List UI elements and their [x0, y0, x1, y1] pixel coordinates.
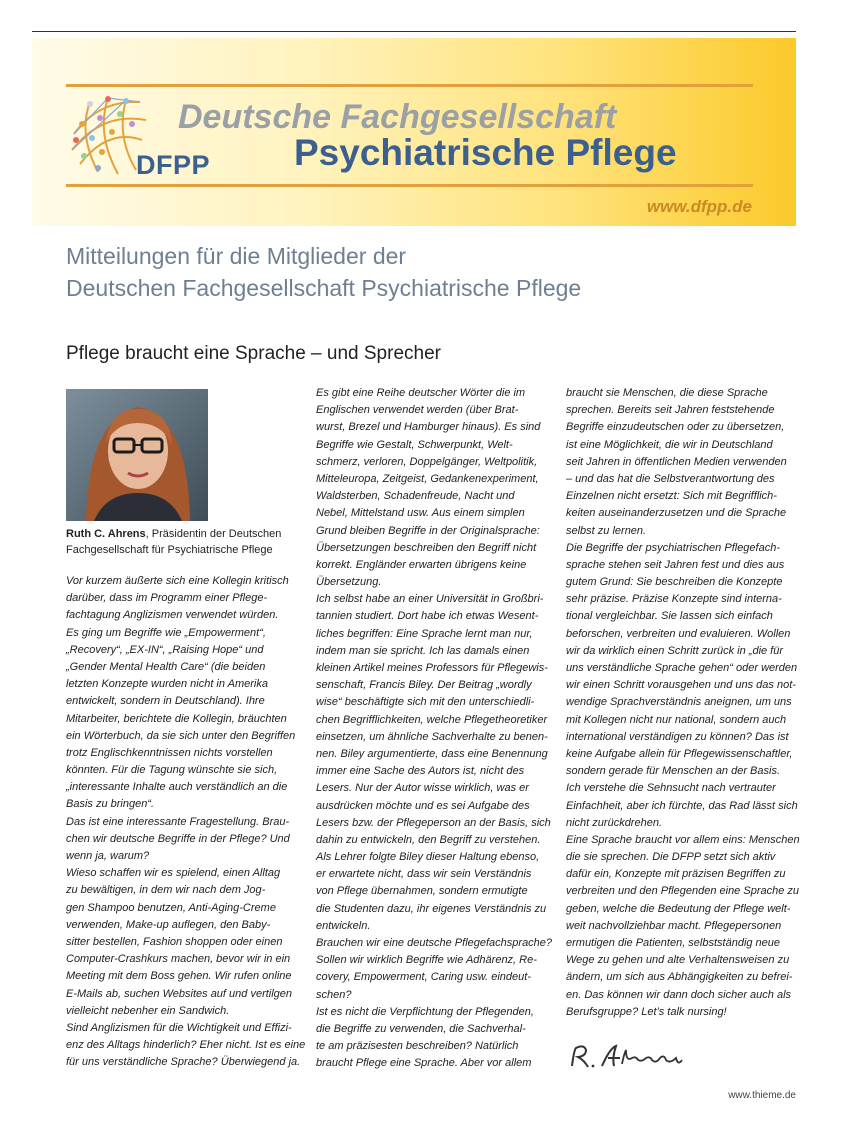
banner-rule-top: [66, 84, 753, 87]
paragraph-line: ein Wörterbuch, da sie sich unter den Begriffen: [66, 729, 296, 742]
paragraph-line: en. Das können wir dann doch sicher auch als: [566, 988, 792, 1001]
organization-name-line1: Deutsche Fachgesellschaft: [178, 98, 617, 136]
paragraph-line: schmerz, verloren, Doppelgänger, Weltpolitik,: [316, 455, 538, 468]
paragraph-line: seit Jahren in öffentlichen Medien verwenden: [566, 455, 787, 468]
paragraph-line: verwenden, Make-up auflegen, den Baby-: [66, 918, 271, 931]
paragraph-line: Mitarbeiter, berichtete die Kollegin, bräuchten: [66, 712, 287, 725]
paragraph-line: Als Lehrer folgte Biley dieser Haltung ebenso,: [316, 851, 540, 864]
paragraph-line: Sollen wir wirklich Begriffe wie Adhärenz, Re-: [316, 954, 537, 967]
paragraph-line: Nebel, Mittelstand usw. Aus einem simplen: [316, 507, 525, 520]
paragraph-line: kleinen Artikel meines Professors für Pflegewis-: [316, 662, 548, 674]
paragraph-line: Es ging um Begriffe wie „Empowerment“,: [66, 626, 266, 639]
paragraph-line: Das ist eine interessante Fragestellung. Brau-: [66, 815, 290, 828]
caption-role-part2: Fachgesellschaft für Psychiatrische Pflege: [66, 544, 273, 556]
paragraph-line: keine Aufgabe allein für Pflegewissenschaftler,: [566, 747, 793, 760]
article-title: Pflege braucht eine Sprache – und Sprecher: [66, 343, 441, 364]
paragraph-line: international verständigen zu können? Das ist: [566, 730, 789, 743]
logo-dfpp-text: DFPP: [136, 150, 211, 180]
top-rule: [32, 31, 796, 32]
paragraph-line: Übersetzungen beschreiben den Begriff nicht: [316, 541, 537, 554]
article-column-3: [566, 385, 806, 1021]
paragraph-line: chen wir deutsche Begriffe in der Pflege? Und: [66, 832, 290, 845]
paragraph-line: von Pflege übernahmen, sondern ermutigte: [316, 885, 528, 898]
paragraph-line: ändern, um sich aus Abhängigkeiten zu befrei-: [566, 971, 793, 984]
paragraph-line: sprache stehen seit Jahren fest und dies aus: [566, 558, 785, 571]
paragraph-line: weit nachvollziehbar macht. Pflegepersonen: [566, 919, 782, 932]
paragraph-line: die Begriffe zu verwenden, die Sachverhal-: [316, 1022, 526, 1035]
paragraph-line: schen?: [316, 988, 352, 1001]
paragraph-line: verbreiten und den Pflegenden eine Sprache zu: [566, 885, 800, 898]
paragraph-line: könnten. Für die Tagung wünschte sie sich,: [66, 764, 278, 777]
subheading-line2: Deutschen Fachgesellschaft Psychiatrische Pflege: [66, 275, 582, 301]
paragraph-line: trotz Englischkenntnissen nichts vorstellen: [66, 746, 273, 759]
paragraph-line: ermutigen die Patienten, selbstständig neue: [566, 937, 781, 949]
header-banner: [32, 38, 796, 226]
paragraph-line: Wege zu gehen und alte Verhaltensweisen zu: [566, 954, 790, 967]
paragraph-line: nen. Biley argumentierte, dass eine Benennung: [316, 747, 548, 760]
paragraph-line: Ich selbst habe an einer Universität in Großbri-: [316, 593, 544, 606]
paragraph-line: Waldsterben, Schadenfreude, Nacht und: [316, 490, 515, 503]
paragraph-line: tannien studiert. Dort habe ich etwas Wesent-: [316, 610, 539, 623]
paragraph-line: sitter bestellen, Fashion shoppen oder einen: [66, 935, 283, 948]
paragraph-line: Berufsgruppe? Let’s talk nursing!: [566, 1005, 727, 1018]
paragraph-line: Computer-Crashkurs machen, bevor wir in ein: [66, 953, 291, 966]
paragraph-line: wendige Sprachverständnis aneignen, um uns: [566, 696, 792, 709]
paragraph-line: „interessante Inhalte auch verständlich an die: [66, 781, 288, 794]
paragraph-line: senschaft, Francis Biley. Der Beitrag „wordly: [316, 679, 532, 692]
paragraph-line: te am präzisesten beschreiben? Natürlich: [316, 1040, 519, 1053]
paragraph-line: geben, welche die Bedeutung der Pflege welt-: [566, 902, 791, 915]
paragraph-line: einsetzen, um ähnliche Sachverhalte zu benen-: [316, 730, 548, 743]
paragraph-line: mit Kollegen nicht nur national, sondern auch: [566, 713, 787, 726]
author-portrait: [66, 389, 208, 521]
organization-name-line2: Psychiatrische Pflege: [294, 132, 677, 173]
paragraph-line: Brauchen wir eine deutsche Pflegefachsprache?: [316, 937, 553, 949]
paragraph-line: wurst, Brezel und Hamburger hinaus). Es sind: [316, 421, 541, 434]
paragraph-line: Grund bleiben Begriffe in der Originalsprache:: [316, 524, 540, 537]
article-column-1: [66, 573, 306, 1071]
paragraph-line: wise“ beschäftigte sich mit den unterschiedli-: [316, 696, 535, 709]
paragraph-line: Wieso schaffen wir es spielend, einen Alltag: [66, 867, 281, 880]
paragraph-line: Eine Sprache braucht vor allem eins: Menschen: [566, 833, 800, 846]
paragraph-line: Begriffe wie Gestalt, Schwerpunkt, Welt-: [316, 438, 513, 451]
paragraph-line: er erwartete nicht, dass wir sein Verständnis: [316, 868, 532, 881]
paragraph-line: uns verständliche Sprache gehen“ oder werden: [566, 662, 798, 674]
paragraph-line: dahin zu entwickeln, den Begriff zu verstehen.: [316, 833, 541, 846]
paragraph-line: sprechen. Bereits seit Jahren feststehende: [566, 404, 775, 417]
subheading-line1: Mitteilungen für die Mitglieder der: [66, 243, 407, 269]
paragraph-line: E-Mails ab, suchen Websites auf und vertilgen: [66, 987, 293, 1000]
footer-url[interactable]: www.thieme.de: [728, 1090, 796, 1101]
paragraph-line: liches begriffen: Eine Sprache lernt man nur,: [316, 627, 533, 640]
section-subheading: [66, 240, 766, 304]
paragraph-line: keiten auseinanderzusetzen und die Sprache: [566, 507, 787, 520]
paragraph-line: die Studenten dazu, ihr eigenes Verständnis zu: [316, 902, 547, 915]
paragraph-line: Einfachheit, aber ich fürchte, das Rad lässt sich: [566, 799, 798, 812]
paragraph-line: sondern gerade für Menschen an der Basis.: [566, 765, 781, 778]
paragraph-line: die sie sprechen. Die DFPP setzt sich aktiv: [566, 851, 776, 864]
paragraph-line: gutem Grund: Sie beschreiben die Konzepte: [566, 576, 783, 589]
paragraph-line: nicht zurückdrehen.: [566, 816, 662, 829]
paragraph-line: braucht Pflege eine Sprache. Aber vor allem: [316, 1057, 532, 1070]
portrait-caption: [66, 526, 306, 558]
paragraph-line: – und das hat die Selbstverantwortung des: [566, 472, 775, 485]
paragraph-line: Einzelnen nicht ersetzt: Sich mit Begrifflich-: [566, 490, 777, 503]
paragraph-line: darüber, dass im Programm einer Pflege-: [66, 592, 268, 605]
paragraph-line: Mitteleuropa, Zeitgeist, Gedankenexperiment,: [316, 472, 539, 485]
paragraph-line: ausdrücken möchte und es sei Aufgabe des: [316, 799, 530, 812]
article-column-2: [316, 385, 556, 1073]
paragraph-line: Die Begriffe der psychiatrischen Pflegefach-: [566, 541, 780, 554]
paragraph-line: ist eine Möglichkeit, die wir in Deutschland: [566, 438, 773, 451]
author-signature: [566, 1040, 690, 1072]
paragraph-line: indem man sie spricht. Ich las damals einen: [316, 644, 530, 657]
paragraph-line: gen Shampoo benutzen, Anti-Aging-Creme: [66, 901, 276, 914]
paragraph-line: „Gender Mental Health Care“ (die beiden: [66, 660, 266, 673]
banner-rule-bottom: [66, 184, 753, 187]
paragraph-line: Basis zu bringen“.: [66, 798, 155, 811]
caption-role-part1: , Präsidentin der Deutschen: [145, 528, 282, 540]
paragraph-line: für uns verständliche Sprache? Überwiegend ja.: [66, 1056, 301, 1069]
paragraph-line: entwickelt, sondern in Deutschland). Ihre: [66, 695, 265, 708]
paragraph-line: „Recovery“, „EX-IN“, „Raising Hope“ und: [66, 643, 264, 656]
paragraph-line: Meeting mit dem Boss gehen. Wir rufen online: [66, 970, 292, 983]
paragraph-line: wenn ja, warum?: [66, 850, 150, 862]
paragraph-line: enz des Alltags hinderlich? Eher nicht. Ist es eine: [66, 1039, 306, 1052]
paragraph-line: Begriffe einzudeutschen oder zu übersetzen,: [566, 421, 785, 434]
paragraph-line: korrekt. Engländer erwarten übrigens keine: [316, 558, 527, 571]
paragraph-line: immer eine Sache des Autors ist, nicht des: [316, 765, 525, 778]
paragraph-line: Lesers. Nur der Autor wisse wirklich, was er: [316, 782, 529, 795]
paragraph-line: covery, Empowerment, Caring usw. eindeut-: [316, 971, 531, 984]
paragraph-line: Übersetzung.: [316, 576, 382, 589]
paragraph-line: Ich verstehe die Sehnsucht nach vertrauter: [566, 782, 776, 795]
paragraph-line: Lesers bzw. der Pflegeperson an der Basis, sich: [316, 816, 551, 829]
paragraph-line: wir da wirklich einen Schritt zurück in „die für: [566, 644, 784, 657]
paragraph-line: wir einen Schritt vorausgehen und uns das not-: [566, 679, 796, 692]
paragraph-line: Vor kurzem äußerte sich eine Kollegin kritisch: [66, 575, 289, 587]
paragraph-line: entwickeln.: [316, 919, 371, 932]
caption-author-name: Ruth C. Ahrens: [66, 528, 146, 540]
paragraph-line: braucht sie Menschen, die diese Sprache: [566, 387, 768, 399]
paragraph-line: Englischen verwendet werden (über Brat-: [316, 404, 519, 417]
paragraph-line: chen Begrifflichkeiten, welche Pflegetheoretiker: [316, 713, 548, 726]
paragraph-line: zu bewältigen, in dem wir nach dem Jog-: [66, 884, 266, 897]
paragraph-line: sehr präzise. Präzise Konzepte sind interna-: [566, 593, 782, 606]
paragraph-line: letzten Konzepte wurden nicht in Amerika: [66, 678, 268, 691]
paragraph-line: Sind Anglizismen für die Wichtigkeit und Effizi-: [66, 1021, 292, 1034]
paragraph-line: selbst zu lernen.: [566, 524, 647, 537]
paragraph-line: beforschen, verbreiten und evaluieren. Wollen: [566, 627, 791, 640]
paragraph-line: dafür ein, Konzepte mit präzisen Begriffen zu: [566, 868, 786, 881]
paragraph-line: Ist es nicht die Verpflichtung der Pflegenden,: [316, 1005, 534, 1018]
paragraph-line: tional vergleichbar. Sie lassen sich einfach: [566, 610, 773, 623]
header-url-link[interactable]: www.dfpp.de: [646, 197, 752, 216]
paragraph-line: vielleicht nebenher ein Sandwich.: [66, 1004, 230, 1017]
paragraph-line: Es gibt eine Reihe deutscher Wörter die im: [316, 387, 526, 399]
paragraph-line: fachtagung Anglizismen verwendet würden.: [66, 609, 279, 622]
